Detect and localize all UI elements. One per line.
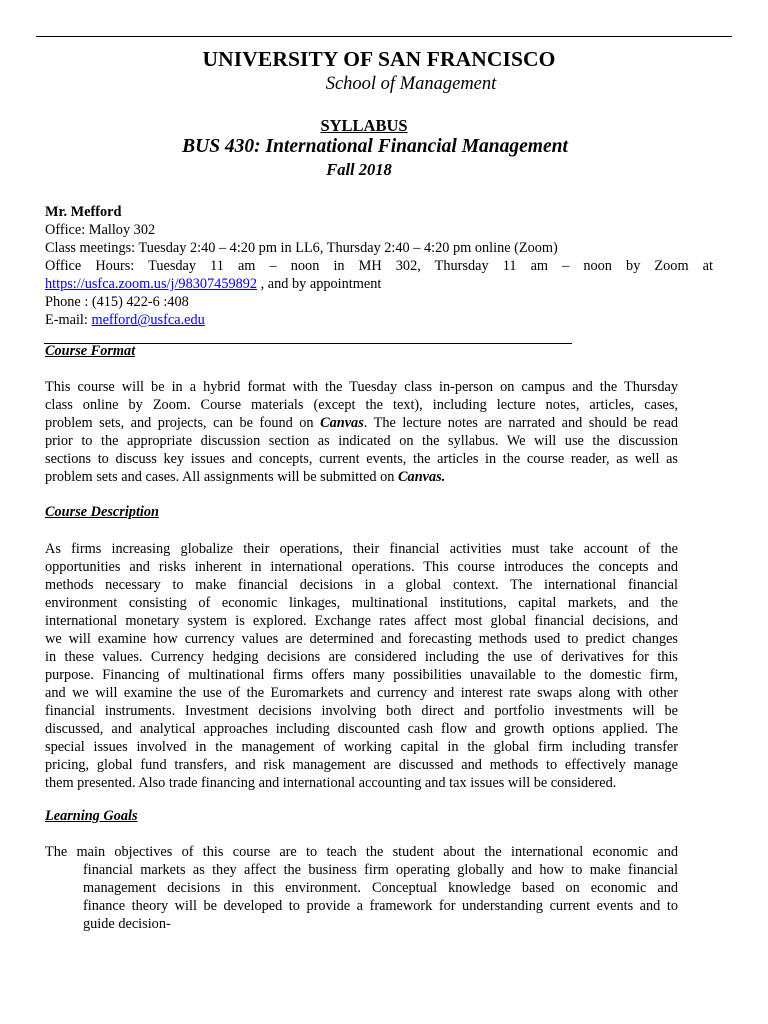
course-format-heading: Course Format [45, 343, 136, 359]
paragraph-line: them presented. Also trade financing and international accounting and tax issues will be considered. [45, 775, 617, 791]
paragraph-line: The main objectives of this course are to teach the student about the international economic and [45, 844, 678, 860]
canvas-emphasis: Canvas [320, 415, 364, 431]
course-title: BUS 430: International Financial Management [182, 136, 568, 157]
syllabus-label [0, 116, 728, 136]
paragraph-line: management decisions in this environment. Conceptual knowledge based on economic and [83, 880, 678, 896]
syllabus-label-text: SYLLABUS [320, 116, 408, 135]
paragraph-line: and we will examine the use of the Euromarkets and currency and interest rate swaps along with other [45, 685, 678, 701]
line-text: . The lecture notes are narrated and should be read [363, 415, 678, 431]
paragraph-line: discussed, and analytical approaches including discounted cash flow and growth options applied. The [45, 721, 678, 737]
instructor-contact [45, 203, 713, 329]
line-text: problem sets and cases. All assignments will be submitted on [45, 469, 399, 485]
paragraph-line: we will examine how currency values are determined and forecasting methods used to predict changes [45, 631, 678, 647]
email-link[interactable]: mefford@usfca.edu [91, 312, 205, 328]
paragraph-line [45, 468, 678, 486]
office-location: Office: Malloy 302 [45, 222, 156, 238]
paragraph-line: financial instruments. Investment decisions involving both direct and portfolio investments will be [45, 703, 678, 719]
course-description-paragraph [45, 540, 678, 792]
top-rule [36, 36, 732, 37]
class-meetings: Class meetings: Tuesday 2:40 – 4:20 pm in LL6, Thursday 2:40 – 4:20 pm online (Zoom) [45, 240, 558, 256]
canvas-emphasis: Canvas. [398, 469, 446, 485]
paragraph-line: in these values. Currency hedging decisions are considered including the use of derivatives for this [45, 649, 678, 665]
paragraph-line: international monetary system is explored. Exchange rates affect most global financial decisions, and [45, 613, 678, 629]
email-row [45, 311, 713, 329]
course-description-heading: Course Description [45, 504, 159, 520]
paragraph-line: guide decision- [83, 916, 171, 932]
line-text: problem sets, and projects, can be found on [45, 415, 321, 431]
paragraph-line: finance theory will be developed to provide a framework for understanding current events and to [83, 898, 678, 914]
phone: Phone : (415) 422-6 :408 [45, 294, 189, 310]
office-hours: Office Hours: Tuesday 11 am – noon in MH 302, Thursday 11 am – noon by Zoom at [45, 258, 713, 274]
paragraph-line: sections to discuss key issues and concepts, current events, the articles in the course reader, as well as [45, 451, 678, 467]
paragraph-line: special issues involved in the management of working capital in the global firm including transfer [45, 739, 678, 755]
paragraph-line: prior to the appropriate discussion section as indicated on the syllabus. We will use the discussion [45, 433, 678, 449]
learning-goals-heading: Learning Goals [45, 808, 138, 824]
paragraph-line: methods necessary to make financial decisions in a global context. The international financial [45, 577, 678, 593]
instructor-name: Mr. Mefford [45, 204, 122, 220]
paragraph-line: As firms increasing globalize their operations, their financial activities must take account of the [45, 541, 678, 557]
paragraph-line: This course will be in a hybrid format with the Tuesday class in-person on campus and the Thursday [45, 379, 678, 395]
office-hours-cont [45, 275, 713, 293]
paragraph-line: financial markets as they affect the business firm operating globally and how to make financial [83, 862, 678, 878]
school-name: School of Management [325, 74, 497, 94]
university-name: UNIVERSITY OF SAN FRANCISCO [202, 47, 556, 71]
course-format-paragraph [45, 378, 678, 486]
paragraph-line: purpose. Financing of multinational firms offers many possibilities unavailable to the domestic firm, [45, 667, 678, 683]
paragraph-line: environment consisting of economic linkages, multinational institutions, capital markets, and the [45, 595, 678, 611]
zoom-link[interactable]: https://usfca.zoom.us/j/98307459892 [45, 276, 258, 292]
paragraph-line: opportunities and risks inherent in international operations. This course introduces the concepts and [45, 559, 678, 575]
paragraph-line: class online by Zoom. Course materials (except the text), including lecture notes, articles, cases, [45, 397, 678, 413]
email-label: E-mail: [45, 312, 92, 328]
course-term: Fall 2018 [326, 160, 392, 179]
paragraph-line [45, 414, 678, 432]
office-hours-suffix: , and by appointment [257, 276, 382, 292]
paragraph-line: pricing, global fund transfers, and risk management are discussed and methods to effectively manage [45, 757, 678, 773]
learning-goals-paragraph [45, 843, 678, 933]
